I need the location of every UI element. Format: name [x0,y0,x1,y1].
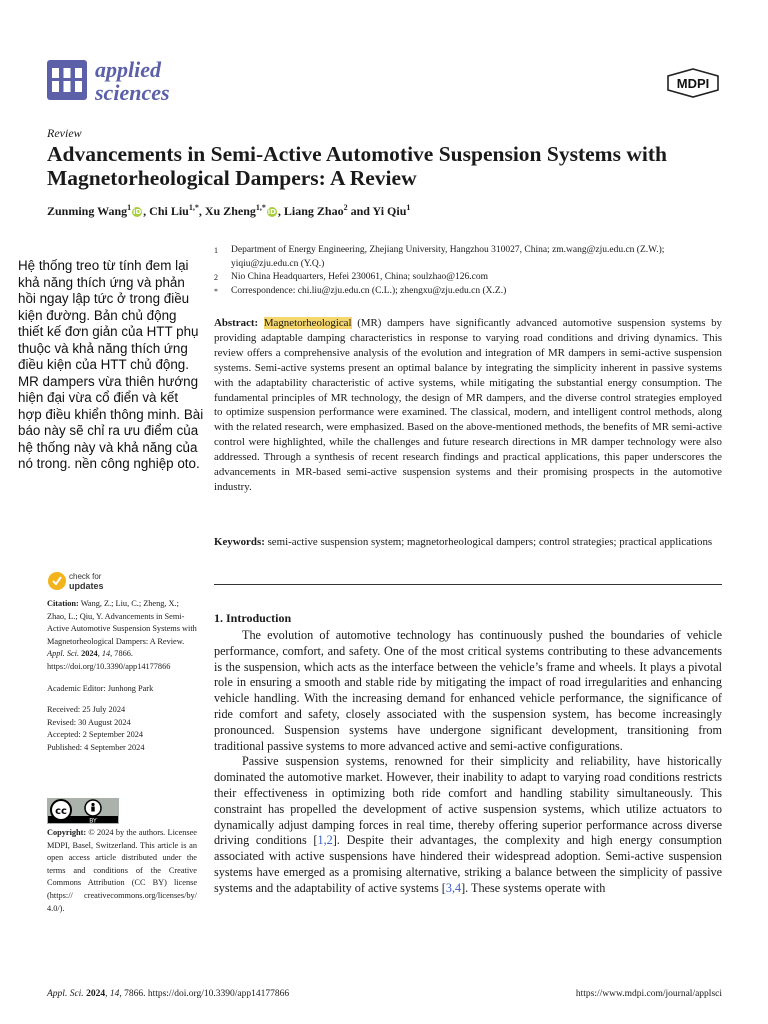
citation-doi[interactable]: , 7866. https://doi.org/10.3390/app14177866 [47,649,171,671]
copyright-notice [47,827,197,915]
footer-journal: Appl. Sci. [47,989,84,999]
paragraph [214,754,722,896]
affiliation-mark: * [214,286,218,296]
affiliation-mark: 2 [214,273,218,282]
published-date: Published: 4 September 2024 [47,742,145,752]
paragraph-text: ]. These systems operate with [461,880,606,895]
publisher-name: MDPI [676,76,710,91]
academic-editor: Academic Editor: Junhong Park [47,683,154,693]
paragraph-text: Passive suspension systems, renowned for their simplicity and reliability, have historically dominated the automotive market. However, their inability to adapt to varying road conditions restricts their effectiveness in optimizing both ride comfort and handling stability simultaneously. This constraint has propelled the development of active suspension systems, which utilize actuators to dynamically adjust damping forces in real time, thereby offering superior performance across diverse driving conditions [ [214,754,722,848]
svg-text:cc: cc [55,806,67,817]
copyright-label: Copyright: [47,828,87,837]
citation-year: 2024 [81,649,98,659]
section-divider [214,584,722,585]
article-title: Advancements in Semi-Active Automotive Suspension Systems with Magnetorheological Dampers: A Review [47,142,667,190]
article-type: Review [47,126,82,140]
citation-label: Citation: [47,599,79,608]
author-separator: , [198,204,205,218]
journal-name: applied sciences [95,57,170,105]
applied-sciences-logo-icon [47,60,87,100]
affiliation-item [214,285,734,299]
citation-link[interactable]: 3,4 [445,880,462,895]
footer-doi[interactable]: , 7866. https://doi.org/10.3390/app14177866 [119,989,290,999]
article-sidebar [47,598,197,755]
cc-by-label: BY [89,817,97,824]
affiliation-mark: 1 [214,246,218,255]
author-affiliation-mark: 1 [127,203,132,212]
orcid-icon[interactable]: iD [133,208,142,216]
affiliations [214,244,734,298]
author-name: Zunming Wang [47,204,128,218]
overlay-annotation-note: Hệ thống treo từ tính đem lại khả năng thích ứng và phản hồi ngay lập tức ở trong điều kiện đường. Bản chủ động thiết kế đơn giản của HTT phụ thuộc và khả năng thích ứng điều kiện của HTT chủ động. MR dampers vừa thiên hướng hiện đại vừa cổ điển và kết hợp điều khiển thông minh. Bài báo này sẽ chỉ ra ưu điểm của hệ thống này và khả năng của nó trong. nền công nghiệp oto. [18,258,204,471]
paragraph: The evolution of automotive technology has continuously pushed the boundaries of vehicle performance, comfort, and safety. One of the most critical systems contributing to these advancements is the suspension, which acts as the interface between the vehicle’s frame and wheels. It plays a pivotal role in ensuring a smooth and stable ride by mitigating the impact of road irregularities and enhancing vehicle handling. With the increasing demand for enhanced vehicle performance, the significance of ride comfort and safety, closely associated with the suspension system, has become increasingly pronounced. Suspension systems have undergone significant development, transitioning from traditional passive systems to more advanced active and semi-active configurations. [214,628,722,753]
revised-date: Revised: 30 August 2024 [47,717,131,727]
accepted-date: Accepted: 2 September 2024 [47,730,144,740]
copyright-text: © 2024 by the authors. Licensee MDPI, Basel, Switzerland. This article is an open access article distributed under the terms and conditions of the Creative Commons Attribution (CC BY) license (https:// creativecommons.org/licenses/by/ 4.0/). [47,828,197,913]
abstract-label: Abstract: [214,317,259,329]
footer-journal-url[interactable]: https://www.mdpi.com/journal/applsci [575,989,722,999]
keywords-text: semi-active suspension system; magnetorheological dampers; control strategies; practical applications [267,536,713,548]
author-affiliation-mark: 1 [406,203,411,212]
author-list [47,203,727,219]
citation-journal: Appl. Sci. [47,649,80,659]
mdpi-logo-icon [666,68,720,98]
check-updates-bottom: updates [69,581,104,591]
citation-volume: 14 [101,649,111,659]
section-heading: 1. Introduction [214,611,292,625]
check-updates-top: check for [69,572,102,581]
footer-year: 2024 [86,989,106,999]
author-name: Liang Zhao [283,204,344,218]
abstract-text: (MR) dampers have significantly advanced automotive suspension systems by providing adaptable damping characteristics in response to varying road conditions and driving dynamics. This review offers a comprehensive analysis of the evolution and integration of MR dampers in semi-active suspension systems. Semi-active systems present an optimal balance by integrating the simplicity inherent in passive systems with the adaptability characteristic of active systems, while mitigating the substantial energy consumption. The fundamental principles of MR technology, the design of MR dampers, and the diverse control strategies employed to optimize suspension performance were examined. The classical, modern, and intelligent control methods, along with the related research, were emphasized. Based on the above-mentioned methods, the benefits of MR semi-active control were highlighted, while the challenges and future research directions in MR damper technology were also addressed. Through a synthesis of recent research findings and practical applications, this paper underscores the advancements in MR-based semi-active suspension systems and their promising prospects in the automotive industry. [214,317,722,493]
author-name: Xu Zheng [204,204,256,218]
abstract [214,316,722,495]
received-date: Received: 25 July 2024 [47,705,126,715]
affiliation-text: Correspondence: chi.liu@zju.edu.cn (C.L.); zhengxu@zju.edu.cn (X.Z.) [231,285,507,296]
introduction-body [214,628,722,897]
author-affiliation-mark: 2 [343,203,348,212]
affiliation-item [214,271,734,285]
check-for-updates-badge[interactable] [47,570,157,592]
citation-link[interactable]: 1,2 [317,833,333,848]
author-affiliation-mark: 1,* [255,203,266,212]
author-separator: , [277,204,284,218]
author-affiliation-mark: 1,* [188,203,199,212]
footer-volume: 14 [109,989,120,999]
paragraph-text: ]. Despite their advantages, the complexity and high energy consumption associated with active suspensions have hindered their widespread adoption. Semi-active suspension systems have emerged as a promising alternative, striking a balance between the simplicity of passive systems and the adaptability of active systems [ [214,833,723,895]
cc-by-license-icon[interactable] [47,798,119,824]
author-name: Chi Liu [149,204,189,218]
orcid-icon[interactable]: iD [267,208,276,216]
citation-text: Wang, Z.; Liu, C.; Zheng, X.; Zhao, L.; Qiu, Y. Advancements in Semi-Active Automotive Suspension Systems with Magnetorheological Dampers: A Review. [47,599,197,646]
author-separator: , [143,204,150,218]
affiliation-text: Department of Energy Engineering, Zhejiang University, Hangzhou 310027, China; zm.wang@zju.edu.cn (Z.W.); yiqiu@zju.edu.cn (Y.Q.) [231,245,665,269]
footer-citation: Appl. Sci. 2024, 14, 7866. https://doi.org/10.3390/app14177866 [47,989,290,999]
affiliation-text: Nio China Headquarters, Hefei 230061, China; soulzhao@126.com [231,272,489,282]
author-separator: and [347,204,373,218]
affiliation-item [214,244,734,271]
highlighted-term[interactable]: Magnetorheological [263,317,352,329]
author-name: Yi Qiu [372,204,407,218]
keywords-label: Keywords: [214,536,265,548]
citation: Citation: Wang, Z.; Liu, C.; Zheng, X.; Zhao, L.; Qiu, Y. Advancements in Semi-Active Automotive Suspension Systems with Magnetorheological Dampers: A Review. Appl. Sci. 2024, 14, 7866. https://doi.org/10.3390/app14177866 [47,599,197,671]
keywords [214,535,722,550]
